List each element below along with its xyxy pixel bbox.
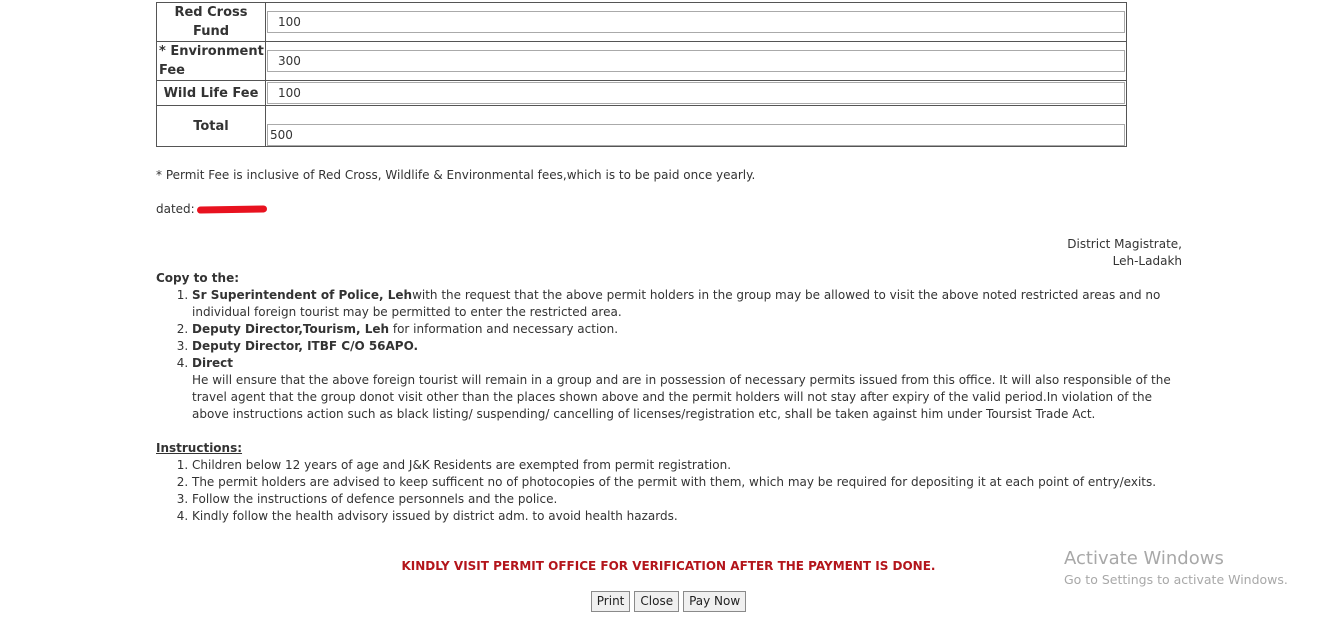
action-buttons xyxy=(0,591,1337,612)
fee-note: * Permit Fee is inclusive of Red Cross, Wildlife & Environmental fees,which is to be paid once yearly. xyxy=(156,168,756,182)
fee-label-wildlife: Wild Life Fee xyxy=(157,81,266,106)
fee-row-wildlife xyxy=(157,81,1127,106)
fee-row-red-cross xyxy=(157,3,1127,42)
signatory-location: Leh-Ladakh xyxy=(1112,254,1182,268)
copy-to-list xyxy=(156,287,1186,423)
copy-recipient: Deputy Director, ITBF C/O 56APO. xyxy=(192,339,419,353)
dated-line xyxy=(156,202,267,216)
print-button[interactable]: Print xyxy=(591,591,631,612)
copy-recipient: Sr Superintendent of Police, Leh xyxy=(192,288,413,302)
wildlife-fee-input[interactable] xyxy=(267,82,1125,104)
list-item xyxy=(192,355,1186,423)
copy-text: for information and necessary action. xyxy=(389,322,619,336)
instructions-section xyxy=(156,440,1186,525)
copy-text: with the request that the above permit holders in the group may be allowed to visit the above noted restricted areas and no individual foreign tourist may be permitted to enter the restricted area. xyxy=(192,288,1161,319)
copy-recipient: Direct xyxy=(192,356,233,370)
activate-windows-watermark xyxy=(1064,548,1288,590)
dated-label: dated: xyxy=(156,202,195,216)
signatory xyxy=(1067,236,1182,270)
verification-warning: KINDLY VISIT PERMIT OFFICE FOR VERIFICATION AFTER THE PAYMENT IS DONE. xyxy=(401,559,936,573)
list-item: 2. The permit holders are advised to keep sufficent no of photocopies of the permit with them, which may be required for depositing it at each point of entry/exits. xyxy=(192,474,1186,491)
red-cross-fund-input[interactable] xyxy=(267,11,1125,33)
list-item xyxy=(192,287,1186,321)
fee-label-environment: * Environment Fee xyxy=(157,42,266,81)
list-item: 4. Kindly follow the health advisory issued by district adm. to avoid health hazards. xyxy=(192,508,1186,525)
list-item: 3. Follow the instructions of defence personnels and the police. xyxy=(192,491,1186,508)
copy-text: He will ensure that the above foreign tourist will remain in a group and are in possession of necessary permits issued from this office. It will also responsible of the travel agent that the group donot visit other than the places shown above and the permit holders will not stay after expiry of the valid period.In violation of the above instructions action such as black listing/ suspending/ cancelling of licenses/registration etc, shall be taken against him under Toursist Trade Act. xyxy=(192,373,1171,421)
fee-label-red-cross: Red Cross Fund xyxy=(157,3,266,42)
fee-row-total xyxy=(157,106,1127,147)
fee-row-environment xyxy=(157,42,1127,81)
copy-recipient: Deputy Director,Tourism, Leh xyxy=(192,322,390,336)
redaction-mark xyxy=(197,205,267,213)
fee-table xyxy=(156,2,1127,147)
fee-label-total: Total xyxy=(157,106,266,147)
instructions-title: Instructions: xyxy=(156,441,243,455)
close-button[interactable]: Close xyxy=(634,591,679,612)
list-item xyxy=(192,338,1186,355)
pay-now-button[interactable]: Pay Now xyxy=(683,591,746,612)
instructions-list xyxy=(156,457,1186,525)
watermark-subtitle: Go to Settings to activate Windows. xyxy=(1064,572,1288,587)
total-input[interactable] xyxy=(267,124,1125,146)
signatory-title: District Magistrate, xyxy=(1067,237,1182,251)
list-item: 1. Children below 12 years of age and J&K Residents are exempted from permit registration. xyxy=(192,457,1186,474)
copy-to-section xyxy=(156,270,1186,423)
watermark-title: Activate Windows xyxy=(1064,548,1224,569)
environment-fee-input[interactable] xyxy=(267,50,1125,72)
copy-to-title: Copy to the: xyxy=(156,271,240,285)
list-item xyxy=(192,321,1186,338)
